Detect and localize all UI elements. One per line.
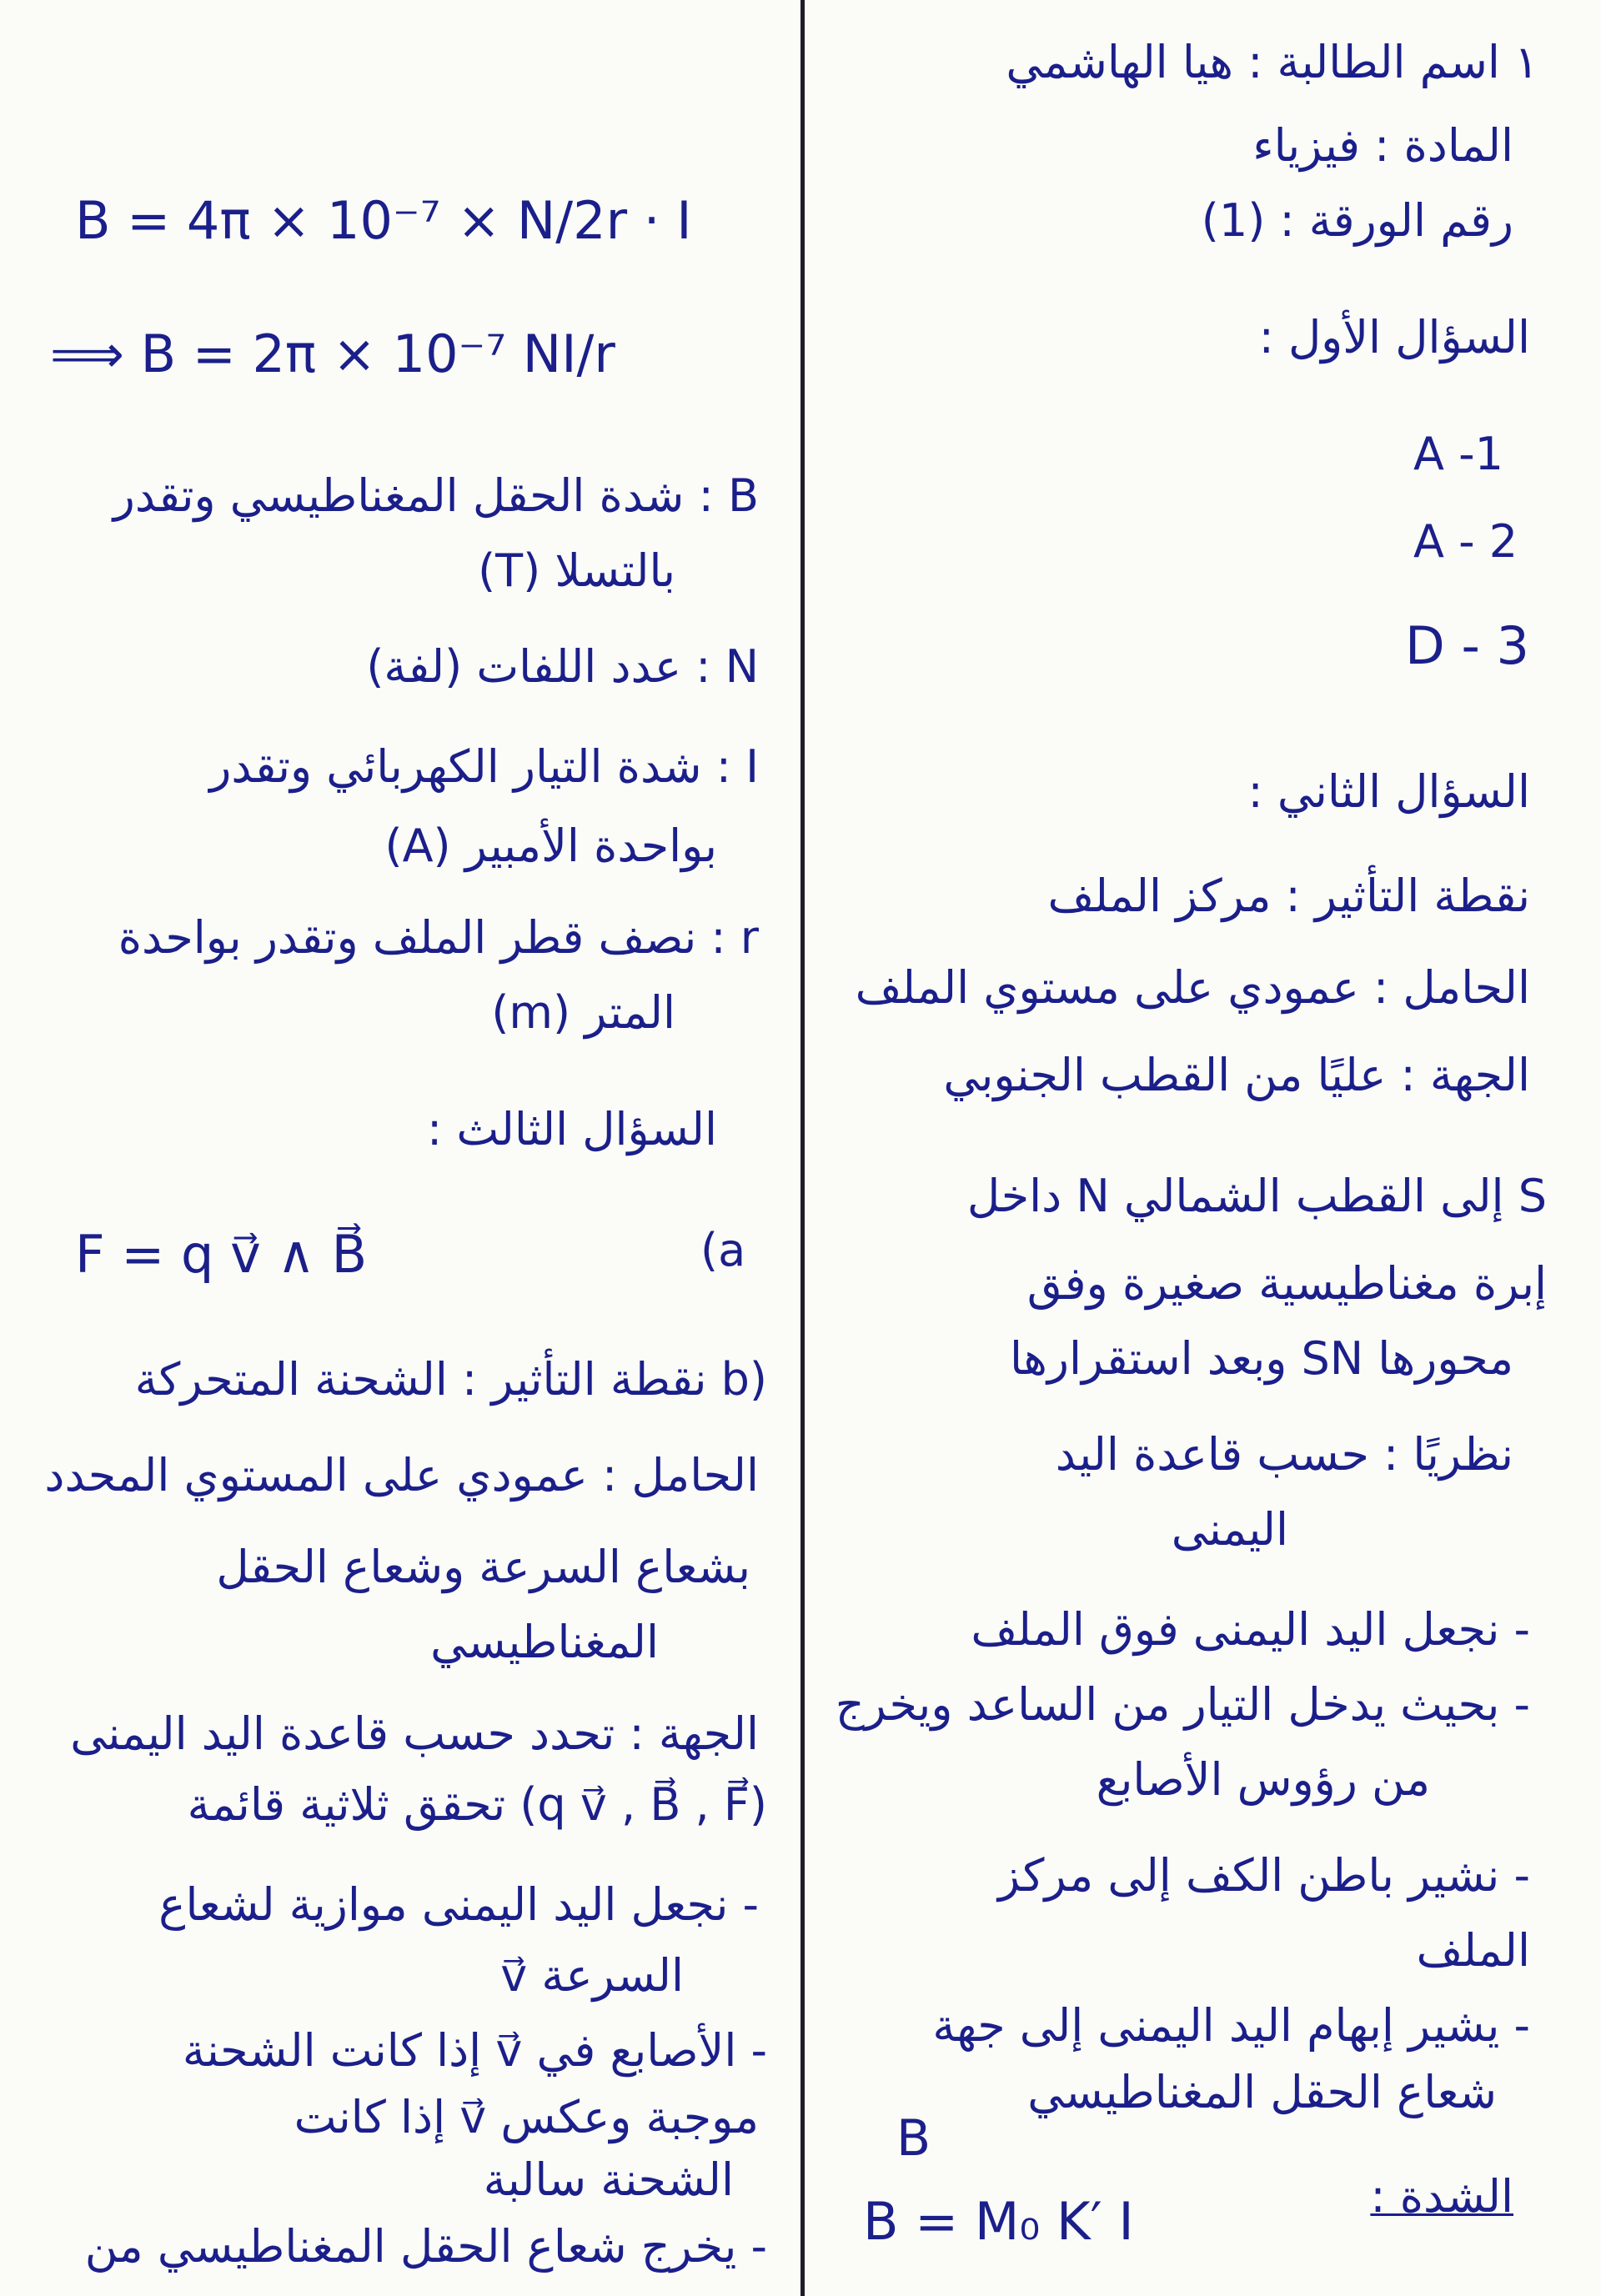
q3b-line-2: الحامل : عمودي على المستوي المحدد bbox=[44, 1449, 759, 1501]
q2-intensity-equation: B = M₀ K′ I bbox=[863, 2191, 1134, 2252]
q2-line-14: - يشير إبهام اليد اليمنى إلى جهة bbox=[932, 1999, 1530, 2052]
q3b-line-1: (b نقطة التأثير : الشحنة المتحركة bbox=[134, 1353, 767, 1406]
q2-line-5: إبرة مغناطيسية صغيرة وفق bbox=[1026, 1257, 1547, 1310]
def-line-3: N : عدد اللفات (لفة) bbox=[366, 640, 759, 693]
q3b-line-8: السرعة v⃗ bbox=[500, 1949, 684, 2002]
q2-vector-b: B bbox=[896, 2109, 931, 2168]
q3a-label: (a bbox=[700, 1224, 746, 1276]
question-2-title: السؤال الثاني : bbox=[1247, 765, 1530, 818]
student-name-line: ١ اسم الطالبة : هيا الهاشمي bbox=[1006, 36, 1538, 88]
q3b-line-9: - الأصابع في v⃗ إذا كانت الشحنة bbox=[182, 2024, 767, 2077]
question-3-title: السؤال الثالث : bbox=[427, 1103, 717, 1156]
q3b-line-5: الجهة : تحدد حسب قاعدة اليد اليمنى bbox=[70, 1707, 759, 1760]
q2-line-9: - نجعل اليد اليمنى فوق الملف bbox=[971, 1603, 1530, 1656]
q2-line-4: S إلى القطب الشمالي N داخل bbox=[966, 1170, 1547, 1222]
q2-line-6: محورها SN وبعد استقرارها bbox=[1009, 1332, 1513, 1385]
def-line-7: المتر (m) bbox=[491, 986, 675, 1039]
q2-line-11: من رؤوس الأصابع bbox=[1096, 1753, 1430, 1806]
q1-answer-3: D - 3 bbox=[1405, 615, 1529, 676]
q2-line-13: الملف bbox=[1416, 1924, 1530, 1977]
q2-line-7: نظريًا : حسب قاعدة اليد bbox=[1055, 1428, 1513, 1481]
q3a-equation: F = q v⃗ ∧ B⃗ bbox=[75, 1224, 368, 1285]
q2-line-15: شعاع الحقل المغناطيسي bbox=[1027, 2066, 1497, 2118]
q3b-line-4: المغناطيسي bbox=[430, 1616, 659, 1668]
def-line-6: r : نصف قطر الملف وتقدر بواحدة bbox=[118, 911, 759, 964]
q3b-line-12: - يخرج شعاع الحقل المغناطيسي من bbox=[84, 2220, 767, 2273]
q2-line-12: - نشير باطن الكف إلى مركز bbox=[997, 1849, 1530, 1902]
sheet-number-line: رقم الورقة : (1) bbox=[1201, 194, 1513, 247]
q2-line-8: اليمنى bbox=[1171, 1503, 1288, 1556]
question-1-title: السؤال الأول : bbox=[1258, 311, 1530, 363]
def-line-2: بالتسلا (T) bbox=[478, 544, 675, 597]
equation-2: ⟹ B = 2π × 10⁻⁷ NI/r bbox=[50, 323, 615, 384]
q2-line-2: الحامل : عمودي على مستوي الملف bbox=[855, 961, 1530, 1014]
q2-line-1: نقطة التأثير : مركز الملف bbox=[1047, 870, 1530, 922]
q3b-line-6: (q v⃗ , B⃗ , F⃗) تحقق ثلاثية قائمة bbox=[187, 1778, 767, 1831]
q2-line-10: - بحيث يدخل التيار من الساعد ويخرج bbox=[835, 1678, 1530, 1731]
def-line-1: B : شدة الحقل المغناطيسي وتقدر bbox=[113, 469, 759, 522]
equation-1: B = 4π × 10⁻⁷ × N/2r · I bbox=[75, 190, 692, 251]
q3b-line-11: الشحنة سالبة bbox=[483, 2153, 734, 2206]
q2-intensity-label: الشدة : bbox=[1370, 2170, 1513, 2223]
left-column bbox=[33, 0, 784, 2296]
q2-line-3: الجهة : عليًا من القطب الجنوبي bbox=[943, 1049, 1530, 1101]
q1-answer-2: A - 2 bbox=[1413, 515, 1518, 568]
q3b-line-7: - نجعل اليد اليمنى موازية لشعاع bbox=[158, 1878, 759, 1931]
def-line-5: بواحدة الأمبير (A) bbox=[384, 820, 717, 872]
q1-answer-1: A -1 bbox=[1413, 428, 1503, 480]
q3b-line-3: بشعاع السرعة وشعاع الحقل bbox=[216, 1541, 750, 1593]
right-column bbox=[813, 0, 1563, 2296]
q3b-line-10: موجبة وعكس v⃗ إذا كانت bbox=[294, 2091, 759, 2143]
column-divider bbox=[800, 0, 805, 2296]
def-line-4: I : شدة التيار الكهربائي وتقدر bbox=[209, 740, 759, 793]
subject-line: المادة : فيزياء bbox=[1252, 119, 1513, 172]
